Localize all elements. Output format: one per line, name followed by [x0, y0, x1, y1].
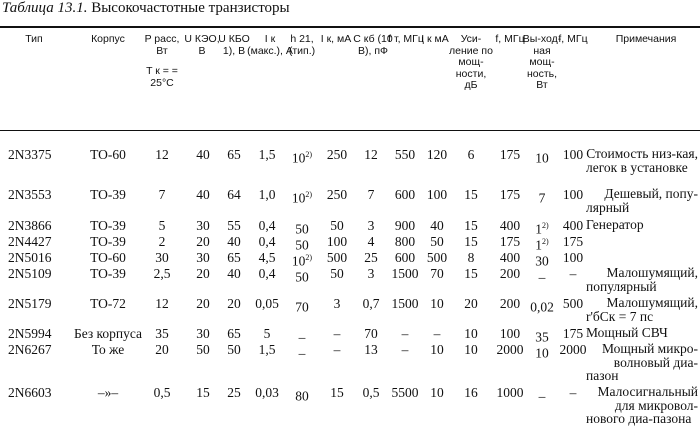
cell-ic: 0,4: [258, 234, 276, 249]
cell-ik_ma: 120: [426, 147, 448, 162]
cell-vce: 20: [196, 266, 210, 281]
cell-pdiss: 30: [155, 250, 169, 265]
cell-f2: 100: [562, 147, 584, 162]
cell-h21: 10$^{2)}$: [291, 190, 313, 206]
cell-vce: 40: [196, 187, 210, 202]
cell-note: Генератор: [586, 217, 644, 232]
cell-vce: 20: [196, 296, 210, 311]
cell-pdiss: 35: [155, 326, 169, 341]
cell-ic: 4,5: [258, 250, 276, 265]
cell-package: ТО-72: [90, 296, 126, 311]
cell-pout: 10: [535, 150, 549, 166]
cell-vcb: 20: [227, 296, 241, 311]
cell-ccb: 70: [364, 326, 378, 341]
cell-ik_ma: 100: [426, 187, 448, 202]
cell-f2: 100: [562, 250, 584, 265]
cell-ccb: 13: [364, 342, 378, 357]
cell-package: –»–: [97, 385, 119, 400]
cell-ic_ma: 250: [326, 147, 348, 162]
cell-vcb: 65: [227, 147, 241, 162]
cell-h21: 80: [295, 388, 309, 404]
cell-vcb: 65: [227, 326, 241, 341]
cell-h21: 50: [295, 237, 309, 253]
cell-h21: 50: [295, 221, 309, 237]
cell-pdiss: 12: [155, 147, 169, 162]
cell-f1: 175: [499, 234, 521, 249]
cell-f2: –: [569, 385, 577, 400]
cell-note: Мощный СВЧ: [586, 325, 668, 340]
cell-vce: 20: [196, 234, 210, 249]
cell-pout: 10: [535, 345, 549, 361]
cell-ft: 900: [394, 218, 416, 233]
cell-ic: 0,03: [255, 385, 279, 400]
cell-pdiss: 0,5: [153, 385, 171, 400]
cell-type: 2N5179: [8, 296, 52, 311]
cell-ccb: 12: [364, 147, 378, 162]
cell-pout: –: [538, 388, 546, 404]
cell-pdiss: 5: [158, 218, 166, 233]
cell-f2: –: [569, 266, 577, 281]
cell-ic: 1,5: [258, 147, 276, 162]
cell-gain: 20: [464, 296, 478, 311]
cell-ic: 0,4: [258, 266, 276, 281]
cell-f1: 175: [499, 187, 521, 202]
header-vce: U КЭО, В: [184, 33, 220, 57]
cell-vcb: 25: [227, 385, 241, 400]
cell-note: Малосигнальный для микровол-нового диа-пазона: [586, 384, 698, 426]
header-vcb: U КБО 1), В: [218, 33, 250, 57]
cell-ic_ma: 15: [330, 385, 344, 400]
cell-h21: 50: [295, 269, 309, 285]
cell-gain: 8: [467, 250, 475, 265]
cell-package: ТО-39: [90, 234, 126, 249]
header-pdiss: P расс, Вт: [144, 33, 180, 57]
cell-ic_ma: 500: [326, 250, 348, 265]
cell-ccb: 7: [367, 187, 375, 202]
cell-ic: 1,0: [258, 187, 276, 202]
cell-note: Дешевый, попу-лярный: [586, 186, 698, 215]
cell-ik_ma: 70: [430, 266, 444, 281]
cell-ic_ma: 250: [326, 187, 348, 202]
cell-f2: 100: [562, 187, 584, 202]
cell-pdiss: 20: [155, 342, 169, 357]
cell-type: 2N6267: [8, 342, 52, 357]
cell-package: То же: [91, 342, 125, 357]
cell-f2: 400: [562, 218, 584, 233]
cell-f2: 500: [562, 296, 584, 311]
cell-package: ТО-60: [90, 250, 126, 265]
header-ik-ma: I к мА: [421, 33, 449, 45]
cell-package: ТО-60: [90, 147, 126, 162]
cell-pout: 7: [538, 190, 546, 206]
header-type: Тип: [25, 33, 43, 45]
cell-ft: 1500: [391, 296, 419, 311]
cell-type: 2N5994: [8, 326, 52, 341]
cell-ic_ma: 50: [330, 218, 344, 233]
cell-h21: 70: [295, 299, 309, 315]
cell-ik_ma: –: [433, 326, 441, 341]
header-pout: Вы-ход-ная мощ-ность, Вт: [522, 33, 562, 91]
cell-f1: 1000: [496, 385, 524, 400]
cell-type: 2N5109: [8, 266, 52, 281]
cell-ic_ma: –: [333, 342, 341, 357]
cell-ic: 5: [263, 326, 271, 341]
cell-pdiss: 2,5: [153, 266, 171, 281]
cell-vcb: 40: [227, 266, 241, 281]
cell-h21: –: [298, 329, 306, 345]
cell-pout: 1$^{2)}$: [535, 237, 549, 253]
cell-note: Мощный микро-волновый диа-пазон: [586, 341, 698, 383]
cell-ic_ma: –: [333, 326, 341, 341]
cell-ft: 600: [394, 250, 416, 265]
header-ft: f т, МГц: [388, 33, 424, 45]
cell-ft: –: [401, 342, 409, 357]
header-gain: Уси-ление по мощ-ности, дБ: [449, 33, 493, 91]
cell-h21: –: [298, 345, 306, 361]
cell-f1: 175: [499, 147, 521, 162]
cell-f1: 400: [499, 250, 521, 265]
cell-type: 2N5016: [8, 250, 52, 265]
cell-note: Стоимость низ-кая, легок в установке: [586, 146, 698, 175]
cell-package: ТО-39: [90, 218, 126, 233]
caption-label: Таблица 13.1.: [2, 0, 88, 16]
cell-note: Малошумящий, популярный: [586, 265, 698, 294]
cell-f1: 2000: [496, 342, 524, 357]
cell-type: 2N6603: [8, 385, 52, 400]
cell-ic: 1,5: [258, 342, 276, 357]
cell-ft: 5500: [391, 385, 419, 400]
cell-ccb: 3: [367, 266, 375, 281]
top-rule: [0, 26, 700, 28]
cell-package: Без корпуса: [73, 326, 143, 341]
cell-ccb: 4: [367, 234, 375, 249]
cell-f2: 175: [562, 234, 584, 249]
cell-vcb: 40: [227, 234, 241, 249]
cell-ic_ma: 3: [333, 296, 341, 311]
cell-note: Малошумящий, r'бCк = 7 пс: [586, 295, 698, 324]
header-pdiss-condition: T к = = 25°C: [146, 65, 178, 89]
header-h21: h 21, (тип.): [288, 33, 316, 57]
cell-package: ТО-39: [90, 187, 126, 202]
cell-f2: 175: [562, 326, 584, 341]
cell-pout: 0,02: [530, 299, 554, 315]
cell-f1: 100: [499, 326, 521, 341]
header-rule: [0, 130, 700, 131]
cell-type: 2N3866: [8, 218, 52, 233]
cell-type: 2N4427: [8, 234, 52, 249]
cell-pdiss: 2: [158, 234, 166, 249]
caption-title: Высокочастотные транзисторы: [91, 0, 290, 16]
cell-vcb: 55: [227, 218, 241, 233]
cell-ik_ma: 50: [430, 234, 444, 249]
cell-pout: 1$^{2)}$: [535, 221, 549, 237]
cell-type: 2N3553: [8, 187, 52, 202]
header-ccb: C кб (10 В), пФ: [353, 33, 393, 57]
cell-ft: 600: [394, 187, 416, 202]
cell-vce: 30: [196, 218, 210, 233]
cell-gain: 15: [464, 187, 478, 202]
cell-h21: 10$^{2)}$: [291, 253, 313, 269]
header-notes: Примечания: [615, 33, 677, 45]
cell-ccb: 3: [367, 218, 375, 233]
cell-type: 2N3375: [8, 147, 52, 162]
cell-vce: 40: [196, 147, 210, 162]
cell-ic: 0,05: [255, 296, 279, 311]
cell-ft: 800: [394, 234, 416, 249]
cell-ccb: 0,7: [362, 296, 380, 311]
cell-pdiss: 7: [158, 187, 166, 202]
cell-gain: 16: [464, 385, 478, 400]
cell-ft: 1500: [391, 266, 419, 281]
cell-gain: 15: [464, 218, 478, 233]
header-f1: f, МГц: [495, 33, 525, 45]
cell-ik_ma: 40: [430, 218, 444, 233]
cell-vcb: 50: [227, 342, 241, 357]
cell-pdiss: 12: [155, 296, 169, 311]
cell-ccb: 0,5: [362, 385, 380, 400]
cell-pout: 35: [535, 329, 549, 345]
cell-f1: 200: [499, 266, 521, 281]
cell-gain: 10: [464, 326, 478, 341]
cell-vce: 30: [196, 250, 210, 265]
cell-ft: –: [401, 326, 409, 341]
cell-ccb: 25: [364, 250, 378, 265]
cell-pout: –: [538, 269, 546, 285]
table-caption: [2, 0, 290, 17]
cell-gain: 10: [464, 342, 478, 357]
cell-ik_ma: 500: [426, 250, 448, 265]
cell-package: ТО-39: [90, 266, 126, 281]
header-ic-ma: I к, мА: [320, 33, 352, 45]
cell-ic: 0,4: [258, 218, 276, 233]
cell-ik_ma: 10: [430, 385, 444, 400]
cell-vcb: 64: [227, 187, 241, 202]
cell-f2: 2000: [559, 342, 587, 357]
cell-f1: 200: [499, 296, 521, 311]
cell-ic_ma: 50: [330, 266, 344, 281]
header-package: Корпус: [91, 33, 125, 45]
cell-h21: 10$^{2)}$: [291, 150, 313, 166]
cell-ik_ma: 10: [430, 296, 444, 311]
cell-vcb: 65: [227, 250, 241, 265]
cell-vce: 50: [196, 342, 210, 357]
header-f2: f, МГц: [558, 33, 588, 45]
header-ic: I к (макс.), А: [247, 33, 293, 57]
cell-gain: 15: [464, 234, 478, 249]
cell-pout: 30: [535, 253, 549, 269]
cell-vce: 15: [196, 385, 210, 400]
cell-ic_ma: 100: [326, 234, 348, 249]
cell-gain: 15: [464, 266, 478, 281]
cell-ik_ma: 10: [430, 342, 444, 357]
cell-gain: 6: [467, 147, 475, 162]
cell-f1: 400: [499, 218, 521, 233]
cell-ft: 550: [394, 147, 416, 162]
cell-vce: 30: [196, 326, 210, 341]
